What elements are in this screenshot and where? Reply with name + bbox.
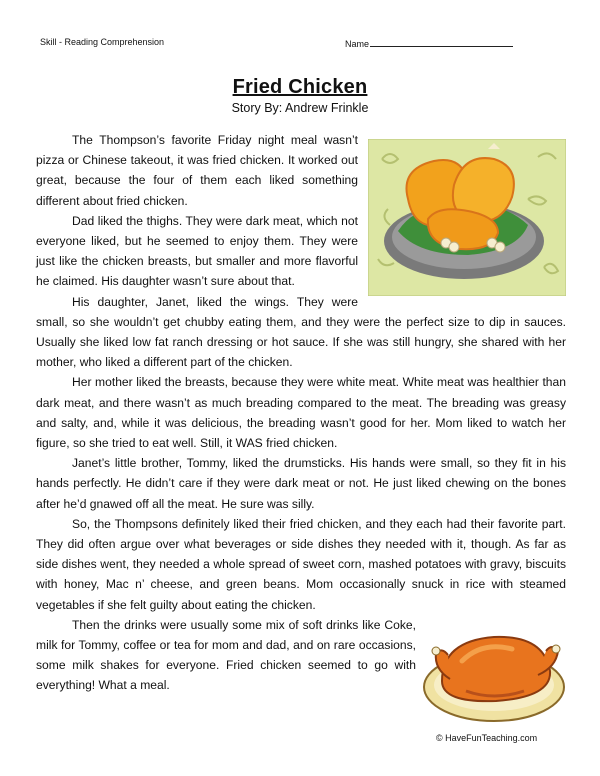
story-text	[36, 130, 566, 723]
paragraph-3: His daughter, Janet, liked the wings. They were small, so she wouldn’t get chubby eating them, and they were the perfect size to dip in sauces. Usually she liked low fat ranch dressing or hot sauce. If she was still hungry, she shared with her mother, who liked a different part of the chicken.	[36, 294, 566, 370]
paragraph-1: The Thompson’s favorite Friday night meal wasn’t pizza or Chinese takeout, it was fried chicken. It worked out great, because the four of them each liked something different about fried chicken.	[36, 133, 358, 208]
paragraph-2: Dad liked the thighs. They were dark meat, which not everyone liked, but he seemed to enjoy them. They were just like the chicken breasts, but smaller and more flavorful he claimed. His daughter wasn’t sure about that.	[36, 213, 358, 289]
paragraph-7: Then the drinks were usually some mix of soft drinks like Coke, milk for Tommy, coffee or tea for mom and dad, and on rare occasions, some milk shakes for everyone. Fried chicken seemed to go with everything! What a meal.	[36, 617, 416, 693]
fried-chicken-plate-clipart	[368, 139, 566, 296]
name-field[interactable]	[345, 37, 513, 49]
page-title: Fried Chicken	[232, 76, 368, 98]
copyright-footer: © HaveFunTeaching.com	[436, 733, 538, 743]
roast-turkey-clipart	[422, 621, 566, 723]
name-line[interactable]	[370, 37, 513, 47]
byline: Story By: Andrew Frinkle	[231, 101, 369, 115]
paragraph-6: So, the Thompsons definitely liked their fried chicken, and they each had their favorite part. They did often argue over what beverages or side dishes they needed with it, though. As far as side dishes went, they needed a whole spread of sweet corn, mashed potatoes with gravy, biscuits with honey, Mac n’ cheese, and green beans. Mom occasionally snuck in rice with steamed vegetables if she felt guilty about eating the chicken.	[36, 516, 566, 612]
paragraph-5: Janet’s little brother, Tommy, liked the drumsticks. His hands were small, so they fit in his hands perfectly. He didn’t care if they were dark meat or not. He just liked chewing on the bones after he’d gnawed off all the meat. He sure was silly.	[36, 456, 566, 511]
paragraph-4: Her mother liked the breasts, because they were white meat. White meat was healthier than dark meat, and there wasn’t as much breading compared to the meat. The breading was greasy and salty, and, while it was delicious, the breading wasn’t good for her. Mom liked to watch her figure, so she tried to eat well. Still, it WAS fried chicken.	[36, 375, 566, 451]
name-label: Name	[345, 39, 370, 49]
skill-label: Skill - Reading Comprehension	[40, 37, 165, 47]
